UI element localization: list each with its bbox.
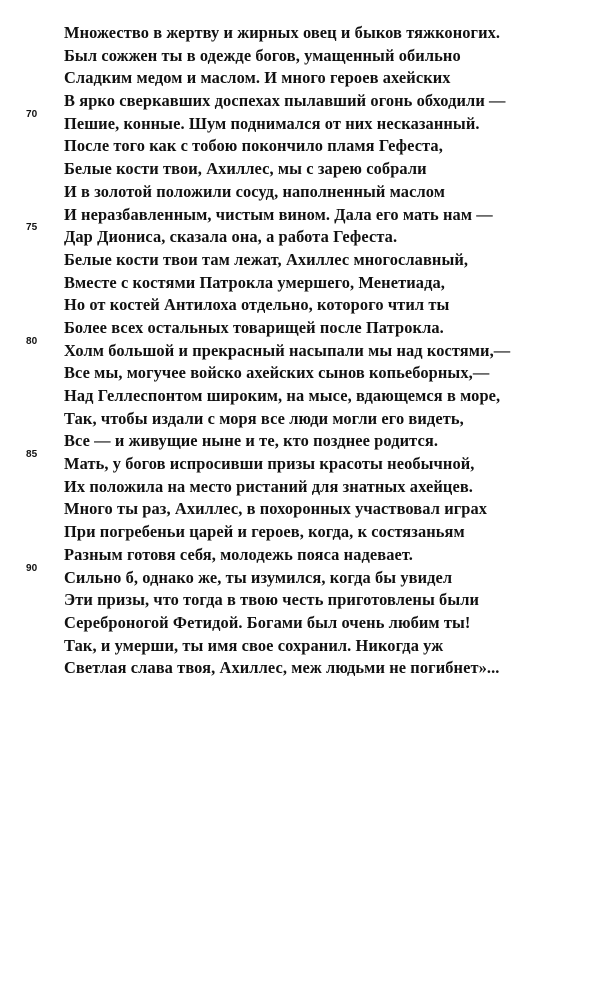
verse-text: И в золотой положили сосуд, наполненный маслом — [64, 181, 446, 201]
verse-text: Но от костей Антилоха отдельно, которого чтил ты — [64, 295, 450, 315]
verse-line — [64, 135, 584, 158]
verse-text: Их положила на место ристаний для знатных ахейцев. — [64, 476, 473, 496]
verse-line — [64, 204, 584, 227]
verse-text: Светлая слава твоя, Ахиллес, меж людьми не погибнет»... — [64, 658, 500, 678]
line-number: 80 — [26, 335, 38, 347]
verse-block — [26, 22, 584, 680]
verse-text: Вместе с костями Патрокла умершего, Менетиада, — [64, 272, 445, 292]
verse-text: Много ты раз, Ахиллес, в похоронных участвовал играх — [64, 499, 488, 519]
verse-line — [64, 430, 584, 453]
verse-line — [64, 45, 584, 68]
verse-text: Сереброногой Фетидой. Богами был очень любим ты! — [64, 612, 471, 632]
line-number: 70 — [26, 108, 38, 120]
line-number: 75 — [26, 222, 38, 234]
verse-line — [64, 589, 584, 612]
line-number: 90 — [26, 562, 38, 574]
verse-line — [64, 158, 584, 181]
verse-line — [64, 544, 584, 567]
verse-line — [64, 272, 584, 295]
verse-text: Над Геллеспонтом широким, на мысе, вдающемся в море, — [64, 386, 501, 405]
verse-text: Холм большой и прекрасный насыпали мы над костями,— — [64, 340, 511, 360]
verse-line — [26, 449, 584, 476]
verse-line — [64, 408, 584, 431]
verse-text: Так, и умерши, ты имя свое сохранил. Никогда уж — [64, 635, 444, 655]
verse-line — [64, 362, 584, 385]
verse-line — [64, 612, 584, 635]
verse-text: Множество в жертву и жирных овец и быков тяжконогих. — [64, 23, 501, 42]
verse-text: И неразбавленным, чистым вином. Дала его мать нам — — [64, 204, 493, 224]
verse-text: Сладким медом и маслом. И много героев ахейских — [64, 68, 451, 88]
verse-line — [26, 335, 584, 363]
verse-text: После того как с тобою покончило пламя Гефеста, — [64, 136, 443, 156]
verse-line — [26, 562, 584, 590]
verse-line — [64, 67, 584, 90]
verse-text: Дар Диониса, сказала она, а работа Гефеста. — [64, 227, 398, 247]
verse-line — [26, 222, 584, 249]
verse-line — [64, 294, 584, 317]
verse-text: Белые кости твои, Ахиллес, мы с зарею собрали — [64, 159, 427, 179]
verse-line — [64, 635, 584, 658]
verse-text: Пешие, конные. Шум поднимался от них несказанный. — [64, 113, 480, 133]
line-number: 85 — [26, 449, 38, 461]
verse-text: Сильно б, однако же, ты изумился, когда бы увидел — [64, 567, 453, 587]
verse-line — [64, 476, 584, 499]
verse-text: Был сожжен ты в одежде богов, умащенный обильно — [64, 45, 461, 65]
verse-text: Мать, у богов испросивши призы красоты необычной, — [64, 454, 475, 474]
verse-line — [64, 181, 584, 204]
verse-line — [64, 498, 584, 521]
verse-line — [64, 317, 584, 340]
verse-line — [64, 90, 584, 113]
verse-text: Эти призы, что тогда в твою честь приготовлены были — [64, 590, 480, 610]
verse-text: Так, чтобы издали с моря все люди могли его видеть, — [64, 408, 464, 428]
verse-line — [64, 249, 584, 272]
verse-text: Более всех остальных товарищей после Патрокла. — [64, 317, 444, 337]
verse-line — [64, 385, 584, 408]
verse-text: При погребеньи царей и героев, когда, к состязаньям — [64, 522, 465, 542]
verse-text: Все — и живущие ныне и те, кто позднее родится. — [64, 431, 439, 451]
verse-text: Разным готовя себя, молодежь пояса надевает. — [64, 544, 414, 564]
verse-line — [64, 521, 584, 544]
verse-line — [26, 108, 584, 136]
verse-line — [64, 657, 584, 680]
verse-text: Белые кости твои там лежат, Ахиллес многославный, — [64, 249, 469, 269]
verse-text: Все мы, могучее войско ахейских сынов копьеборных,— — [64, 363, 490, 383]
verse-text: В ярко сверкавших доспехах пылавший огонь обходили — — [64, 91, 506, 111]
verse-line — [64, 22, 584, 45]
